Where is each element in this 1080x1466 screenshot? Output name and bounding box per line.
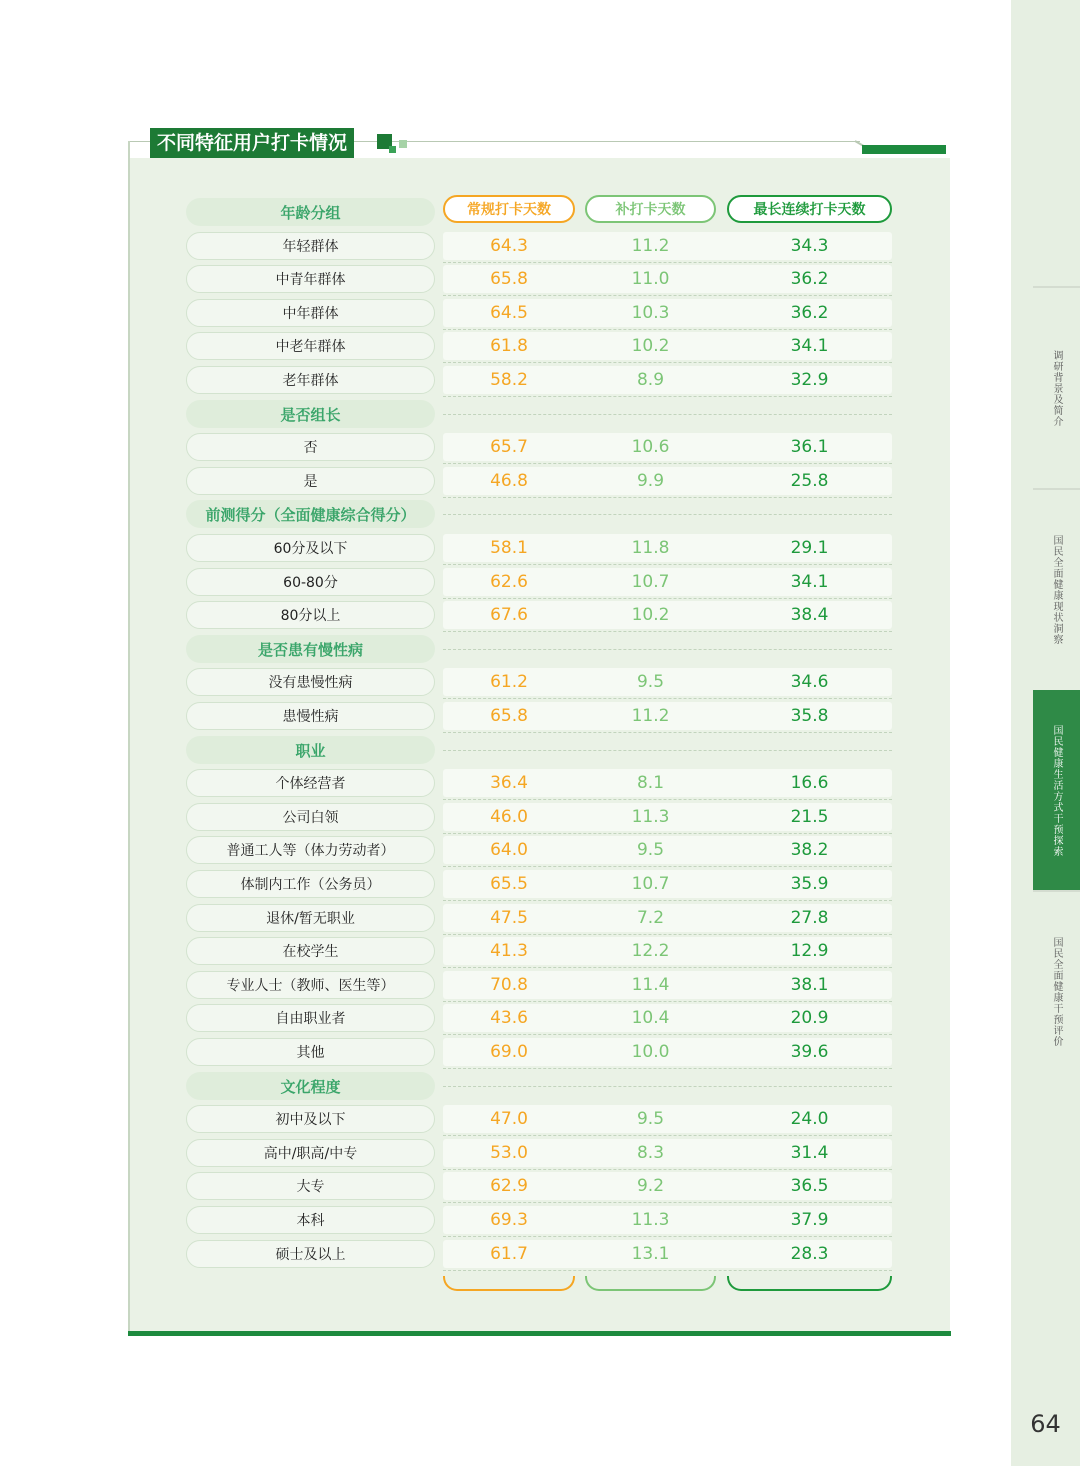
row-values: [443, 1206, 892, 1234]
row-label: 其他: [186, 1038, 435, 1066]
row-values: [443, 668, 892, 696]
regular-checkin-value: 65.7: [490, 437, 528, 457]
category-label: 年龄分组: [186, 198, 435, 226]
makeup-checkin-value: 11.8: [631, 538, 670, 558]
row-divider: [443, 329, 892, 330]
row-label: 自由职业者: [186, 1004, 435, 1032]
makeup-checkin-value: 11.3: [631, 807, 670, 827]
row-divider: [443, 1001, 892, 1002]
row-divider: [443, 564, 892, 565]
sidebar-tab-label: 调研背景及简介: [1051, 349, 1062, 427]
longest-streak-value: 12.9: [790, 941, 829, 961]
regular-checkin-value: 62.6: [490, 572, 528, 592]
regular-checkin-value: 58.2: [490, 370, 528, 390]
longest-streak-value: 38.4: [790, 605, 829, 625]
row-label: 患慢性病: [186, 702, 435, 730]
longest-streak-value: 27.8: [790, 908, 829, 928]
row-values: [443, 870, 892, 898]
row-values: [443, 1038, 892, 1066]
makeup-checkin-value: 11.2: [631, 706, 670, 726]
row-divider: [443, 900, 892, 901]
category-label: 是否患有慢性病: [186, 635, 435, 663]
row-divider: [443, 833, 892, 834]
sidebar-tab-3-active[interactable]: [1033, 690, 1080, 890]
row-values: [443, 299, 892, 327]
row-values: [443, 534, 892, 562]
makeup-checkin-value: 10.0: [631, 1042, 670, 1062]
row-divider: [443, 750, 892, 751]
column-footer-bracket: [727, 1276, 892, 1291]
row-values: [443, 601, 892, 629]
column-footer-bracket: [585, 1276, 716, 1291]
makeup-checkin-value: 11.4: [631, 975, 670, 995]
panel-left-border: [128, 141, 130, 1331]
row-divider: [443, 295, 892, 296]
makeup-checkin-value: 11.3: [631, 1210, 670, 1230]
longest-streak-value: 34.3: [790, 236, 829, 256]
row-values: [443, 1004, 892, 1032]
row-label: 中老年群体: [186, 332, 435, 360]
row-label: 公司白领: [186, 803, 435, 831]
column-header-makeup-checkin: 补打卡天数: [585, 195, 716, 223]
sidebar-tab-label: 国民全面健康现状洞察: [1051, 535, 1062, 645]
column-header-longest-streak: 最长连续打卡天数: [727, 195, 892, 223]
regular-checkin-value: 70.8: [490, 975, 528, 995]
row-values: [443, 904, 892, 932]
regular-checkin-value: 46.0: [490, 807, 528, 827]
row-divider: [443, 732, 892, 733]
row-divider: [443, 1086, 892, 1087]
makeup-checkin-value: 7.2: [636, 908, 665, 928]
row-divider: [443, 1034, 892, 1035]
regular-checkin-value: 47.0: [490, 1109, 528, 1129]
regular-checkin-value: 41.3: [490, 941, 528, 961]
row-values: [443, 332, 892, 360]
title-decoration-square: [389, 146, 396, 153]
regular-checkin-value: 53.0: [490, 1143, 528, 1163]
row-divider: [443, 1202, 892, 1203]
makeup-checkin-value: 9.2: [636, 1176, 665, 1196]
sidebar-tab-2[interactable]: [1033, 488, 1080, 690]
page-title: 不同特征用户打卡情况: [150, 128, 354, 158]
row-values: [443, 433, 892, 461]
row-divider: [443, 631, 892, 632]
row-label: 高中/职高/中专: [186, 1139, 435, 1167]
longest-streak-value: 31.4: [790, 1143, 829, 1163]
longest-streak-value: 36.5: [790, 1176, 829, 1196]
row-label: 否: [186, 433, 435, 461]
row-divider: [443, 934, 892, 935]
row-values: [443, 568, 892, 596]
regular-checkin-value: 61.2: [490, 672, 528, 692]
makeup-checkin-value: 11.2: [631, 236, 670, 256]
column-footer-bracket: [443, 1276, 575, 1291]
sidebar-tab-4[interactable]: [1033, 890, 1080, 1092]
row-values: [443, 937, 892, 965]
row-divider: [443, 866, 892, 867]
row-label: 在校学生: [186, 937, 435, 965]
regular-checkin-value: 64.3: [490, 236, 528, 256]
row-divider: [443, 414, 892, 415]
row-divider: [443, 463, 892, 464]
regular-checkin-value: 64.0: [490, 840, 528, 860]
regular-checkin-value: 62.9: [490, 1176, 528, 1196]
makeup-checkin-value: 10.7: [631, 572, 670, 592]
row-divider: [443, 649, 892, 650]
longest-streak-value: 35.9: [790, 874, 829, 894]
row-label: 专业人士（教师、医生等）: [186, 971, 435, 999]
row-values: [443, 1105, 892, 1133]
makeup-checkin-value: 8.3: [636, 1143, 665, 1163]
longest-streak-value: 29.1: [790, 538, 829, 558]
row-divider: [443, 799, 892, 800]
makeup-checkin-value: 9.5: [636, 840, 665, 860]
longest-streak-value: 36.2: [790, 303, 829, 323]
regular-checkin-value: 69.3: [490, 1210, 528, 1230]
longest-streak-value: 21.5: [790, 807, 829, 827]
panel-bottom-bar: [128, 1331, 951, 1336]
row-divider: [443, 598, 892, 599]
regular-checkin-value: 61.8: [490, 336, 528, 356]
regular-checkin-value: 69.0: [490, 1042, 528, 1062]
row-label: 个体经营者: [186, 769, 435, 797]
sidebar-tab-label: 国民全面健康干预评价: [1051, 937, 1062, 1047]
makeup-checkin-value: 13.1: [631, 1244, 670, 1264]
makeup-checkin-value: 10.2: [631, 336, 670, 356]
row-values: [443, 836, 892, 864]
row-divider: [443, 514, 892, 515]
row-label: 初中及以下: [186, 1105, 435, 1133]
makeup-checkin-value: 9.5: [636, 672, 665, 692]
longest-streak-value: 28.3: [790, 1244, 829, 1264]
row-divider: [443, 497, 892, 498]
regular-checkin-value: 65.8: [490, 706, 528, 726]
longest-streak-value: 35.8: [790, 706, 829, 726]
longest-streak-value: 39.6: [790, 1042, 829, 1062]
panel-top-accent-bar: [862, 145, 946, 154]
row-values: [443, 803, 892, 831]
longest-streak-value: 20.9: [790, 1008, 829, 1028]
column-header-regular-checkin: 常规打卡天数: [443, 195, 575, 223]
row-label: 没有患慢性病: [186, 668, 435, 696]
longest-streak-value: 34.6: [790, 672, 829, 692]
row-divider: [443, 1068, 892, 1069]
row-divider: [443, 1135, 892, 1136]
row-label: 老年群体: [186, 366, 435, 394]
row-divider: [443, 262, 892, 263]
row-values: [443, 971, 892, 999]
makeup-checkin-value: 11.0: [631, 269, 670, 289]
row-label: 60-80分: [186, 568, 435, 596]
row-values: [443, 467, 892, 495]
makeup-checkin-value: 10.4: [631, 1008, 670, 1028]
row-divider: [443, 1169, 892, 1170]
row-values: [443, 702, 892, 730]
category-label: 文化程度: [186, 1072, 435, 1100]
row-label: 中青年群体: [186, 265, 435, 293]
makeup-checkin-value: 8.9: [636, 370, 665, 390]
makeup-checkin-value: 10.6: [631, 437, 670, 457]
makeup-checkin-value: 9.5: [636, 1109, 665, 1129]
makeup-checkin-value: 12.2: [631, 941, 670, 961]
longest-streak-value: 38.1: [790, 975, 829, 995]
sidebar-tab-1[interactable]: [1033, 286, 1080, 488]
regular-checkin-value: 65.5: [490, 874, 528, 894]
longest-streak-value: 36.2: [790, 269, 829, 289]
row-label: 60分及以下: [186, 534, 435, 562]
category-label: 前测得分（全面健康综合得分）: [186, 500, 435, 528]
title-decoration-square: [399, 140, 407, 148]
longest-streak-value: 34.1: [790, 572, 829, 592]
row-divider: [443, 698, 892, 699]
regular-checkin-value: 65.8: [490, 269, 528, 289]
longest-streak-value: 16.6: [790, 773, 829, 793]
row-label: 80分以上: [186, 601, 435, 629]
makeup-checkin-value: 10.2: [631, 605, 670, 625]
row-values: [443, 769, 892, 797]
row-label: 普通工人等（体力劳动者）: [186, 836, 435, 864]
row-divider: [443, 362, 892, 363]
row-values: [443, 265, 892, 293]
longest-streak-value: 24.0: [790, 1109, 829, 1129]
makeup-checkin-value: 9.9: [636, 471, 665, 491]
row-divider: [443, 967, 892, 968]
longest-streak-value: 36.1: [790, 437, 829, 457]
makeup-checkin-value: 10.3: [631, 303, 670, 323]
row-divider: [443, 396, 892, 397]
row-divider: [443, 1270, 892, 1271]
row-values: [443, 232, 892, 260]
row-divider: [443, 1236, 892, 1237]
row-values: [443, 1240, 892, 1268]
row-values: [443, 1139, 892, 1167]
regular-checkin-value: 64.5: [490, 303, 528, 323]
regular-checkin-value: 43.6: [490, 1008, 528, 1028]
regular-checkin-value: 46.8: [490, 471, 528, 491]
row-label: 大专: [186, 1172, 435, 1200]
category-label: 是否组长: [186, 400, 435, 428]
row-values: [443, 1172, 892, 1200]
category-label: 职业: [186, 736, 435, 764]
longest-streak-value: 32.9: [790, 370, 829, 390]
longest-streak-value: 37.9: [790, 1210, 829, 1230]
regular-checkin-value: 58.1: [490, 538, 528, 558]
regular-checkin-value: 47.5: [490, 908, 528, 928]
row-label: 中年群体: [186, 299, 435, 327]
row-label: 是: [186, 467, 435, 495]
row-label: 体制内工作（公务员）: [186, 870, 435, 898]
longest-streak-value: 34.1: [790, 336, 829, 356]
makeup-checkin-value: 8.1: [636, 773, 665, 793]
row-label: 退休/暂无职业: [186, 904, 435, 932]
row-label: 年轻群体: [186, 232, 435, 260]
makeup-checkin-value: 10.7: [631, 874, 670, 894]
row-label: 本科: [186, 1206, 435, 1234]
longest-streak-value: 25.8: [790, 471, 829, 491]
row-values: [443, 366, 892, 394]
longest-streak-value: 38.2: [790, 840, 829, 860]
row-label: 硕士及以上: [186, 1240, 435, 1268]
sidebar-tab-label: 国民健康生活方式干预探索: [1051, 725, 1062, 857]
regular-checkin-value: 67.6: [490, 605, 528, 625]
regular-checkin-value: 36.4: [490, 773, 528, 793]
regular-checkin-value: 61.7: [490, 1244, 528, 1264]
page-number: 64: [1030, 1410, 1061, 1438]
